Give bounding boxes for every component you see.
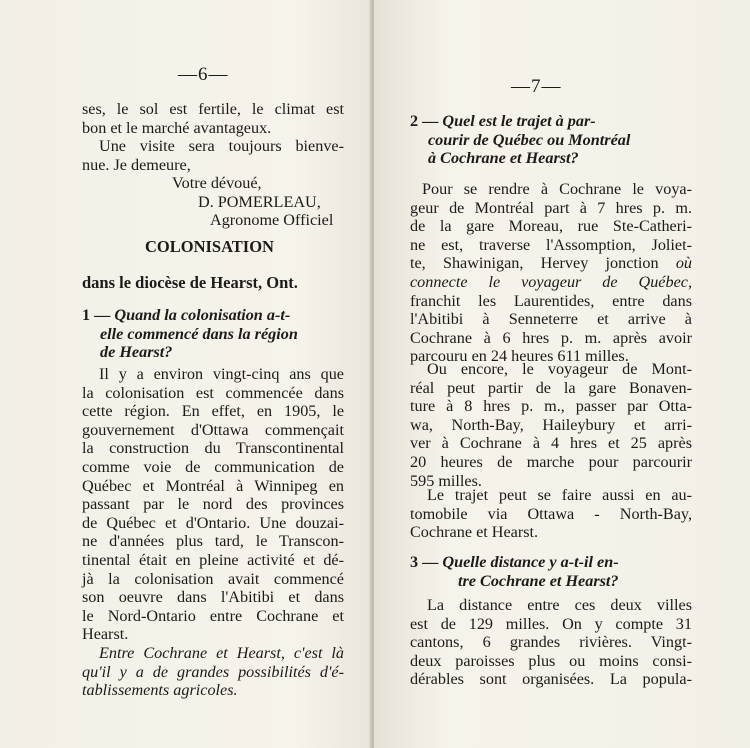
signature-name: D. POMERLEAU, <box>198 192 321 211</box>
text-line: gouvernement d'Ottawa commençait <box>82 420 344 439</box>
text-line: son oeuvre dans l'Abitibi et dans <box>82 588 344 607</box>
text-line: Québec et Montréal à Winnipeg en <box>82 476 344 495</box>
answer-2-paragraph-2 <box>410 360 692 490</box>
text-span: te, Shawinigan, Hervey jonction <box>410 254 659 273</box>
question-text: Quelle distance y a-t-il en- <box>442 553 619 571</box>
text-line: jà la colonisation avait commencé <box>82 569 344 588</box>
text-line: tablissements agricoles. <box>82 681 238 700</box>
text-line: réal peut partir de la gare Bonaven- <box>410 378 692 397</box>
question-3-first-line <box>410 553 680 572</box>
text-line: geur de Montréal part à 7 hres p. m. <box>410 198 692 217</box>
question-text: de Hearst? <box>100 343 173 362</box>
page-number-6: —6— <box>178 64 229 85</box>
text-line: Cochrane à 6 hres p. m. après avoir <box>410 328 692 347</box>
text-line: ses, le sol est fertile, le climat est <box>82 100 344 118</box>
text-line: La distance entre ces deux villes <box>427 596 692 614</box>
text-line: 20 heures de marche pour parcourir <box>410 452 692 471</box>
intro-paragraph <box>82 100 344 137</box>
text-line: tomobile via Ottawa - North-Bay, <box>410 504 692 523</box>
section-subheading: dans le diocèse de Hearst, Ont. <box>82 273 298 292</box>
answer-3 <box>410 596 692 689</box>
question-2-first-line <box>410 112 680 131</box>
text-line: de la gare Moreau, rue Ste-Catheri- <box>410 217 692 236</box>
section-heading: COLONISATION <box>145 237 274 256</box>
question-text: courir de Québec ou Montréal <box>428 130 631 149</box>
text-line: connecte le voyageur de Québec, <box>410 272 692 291</box>
text-line: cette région. En effet, en 1905, le <box>82 402 344 421</box>
text-line: la colonisation est commencée dans <box>82 383 344 402</box>
text-line: ne est, traverse l'Assomption, Joliet- <box>410 235 692 254</box>
text-line: de Québec et d'Ontario. Une douzai- <box>82 513 344 532</box>
question-1-first-line <box>82 306 344 325</box>
text-span-italic: où <box>675 254 692 273</box>
question-number: 3 — <box>410 553 439 571</box>
text-line: passant par le nord des provinces <box>82 495 344 514</box>
question-text: Quel est le trajet à par- <box>442 112 596 130</box>
text-line: Hearst. <box>82 625 129 644</box>
question-2 <box>410 112 680 168</box>
answer-1 <box>82 365 344 700</box>
text-line: le Nord-Ontario entre Cochrane et <box>82 606 344 625</box>
question-number: 1 — <box>82 306 111 324</box>
text-line: tinental était en pleine activité et dé- <box>82 550 344 569</box>
signature-block <box>172 174 352 230</box>
text-line <box>410 254 692 273</box>
text-line: qu'il y a de grandes possibilités d'é- <box>82 662 344 681</box>
text-line: est de 129 milles. On y compte 31 <box>410 614 692 633</box>
text-line: Pour se rendre à Cochrane le voya- <box>422 180 692 198</box>
text-line: Le trajet peut se faire aussi en au- <box>427 486 692 504</box>
page-number-7: —7— <box>511 76 562 97</box>
text-line: Une visite sera toujours bienve- <box>99 137 344 155</box>
left-page <box>0 0 372 748</box>
question-text: elle commencé dans la région <box>100 324 298 343</box>
question-text: tre Cochrane et Hearst? <box>458 571 619 590</box>
question-1 <box>82 306 344 362</box>
text-line: dérables sont organisées. La popula- <box>410 670 692 689</box>
text-line: ture à 8 hres p. m., passer par Otta- <box>410 397 692 416</box>
question-text: Quand la colonisation a-t- <box>114 306 291 324</box>
text-line: ver à Cochrane à 4 hres et 25 après <box>410 434 692 453</box>
question-text: à Cochrane et Hearst? <box>428 149 579 168</box>
text-line: Cochrane et Hearst. <box>410 523 539 542</box>
text-line: la construction du Transcontinental <box>82 439 344 458</box>
text-line: Il y a environ vingt-cinq ans que <box>99 365 344 383</box>
text-line: cantons, 6 grandes rivières. Vingt- <box>410 633 692 652</box>
question-number: 2 — <box>410 112 439 130</box>
text-line: bon et le marché avantageux. <box>82 118 272 137</box>
answer-2-paragraph-1 <box>410 180 692 366</box>
right-page <box>374 0 750 748</box>
text-line: Ou encore, le voyageur de Mont- <box>427 360 692 378</box>
text-line: ne d'années plus tard, le Transcon- <box>82 532 344 551</box>
text-line: nue. Je demeure, <box>82 155 191 174</box>
text-line: deux paroisses plus ou moins consi- <box>410 651 692 670</box>
text-line: 595 milles. <box>410 471 482 490</box>
answer-2-paragraph-3 <box>410 486 692 542</box>
visit-paragraph <box>82 137 344 174</box>
text-line: Entre Cochrane et Hearst, c'est là <box>99 643 344 662</box>
signature-closing: Votre dévoué, <box>172 174 262 192</box>
text-line: l'Abitibi à Senneterre et arrive à <box>410 310 692 329</box>
signature-title: Agronome Officiel <box>210 211 334 230</box>
question-3 <box>410 553 680 590</box>
text-line: franchit les Laurentides, entre dans <box>410 291 692 310</box>
text-line: comme voie de communication de <box>82 457 344 476</box>
text-line: parcouru en 24 heures 611 milles. <box>410 347 629 366</box>
text-line: wa, North-Bay, Haileybury et arri- <box>410 415 692 434</box>
